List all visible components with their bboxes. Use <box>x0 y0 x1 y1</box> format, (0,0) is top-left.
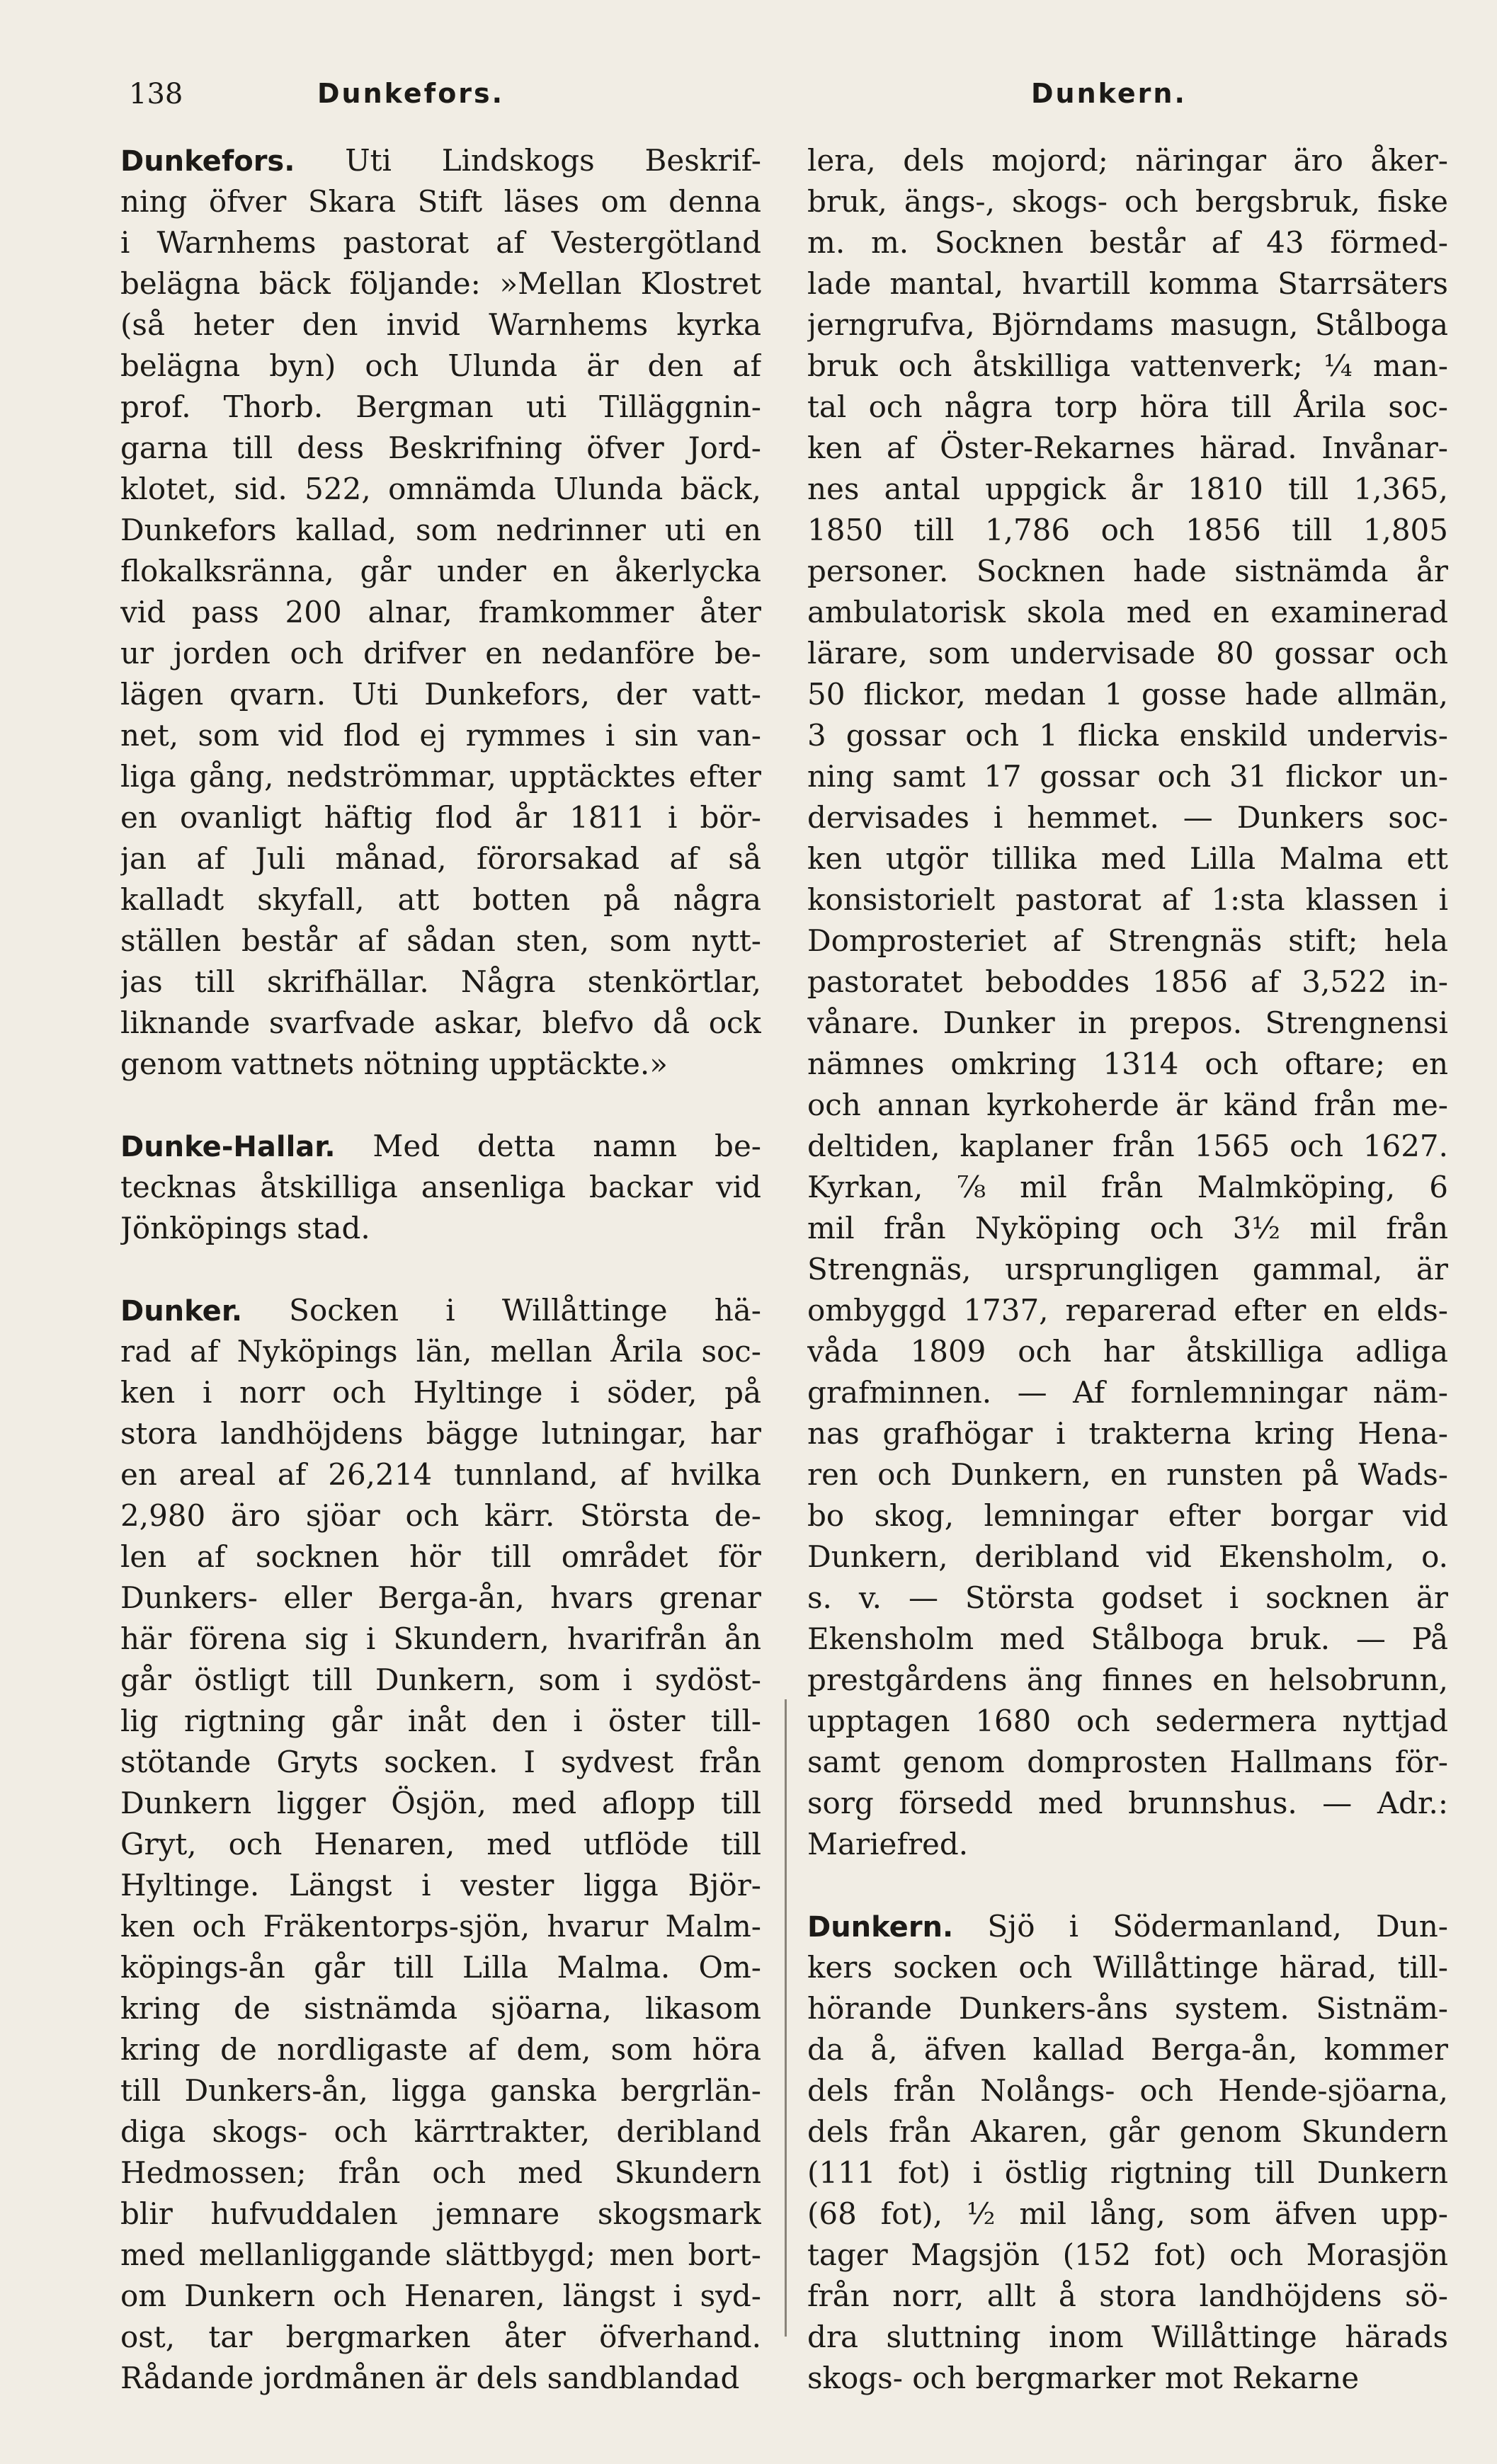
line-text: nämnes omkring 1314 och oftare; en <box>807 1046 1448 1081</box>
entry-text-line <box>807 469 1448 510</box>
line-text: Jönköpings stad. <box>120 1211 370 1245</box>
line-text: om Dunkern och Henaren, längst i syd- <box>120 2278 761 2313</box>
entry-text-line <box>807 1742 1448 1783</box>
entry-text-line <box>120 1454 761 1495</box>
entry-text-line <box>120 920 761 962</box>
line-text: dels från Nolångs- och Hende-sjöarna, <box>807 2073 1448 2108</box>
entry-headword: Dunke-Hallar. <box>120 1131 336 1163</box>
entry-text-line <box>120 1413 761 1454</box>
line-text: hörande Dunkers-åns system. Sistnäm- <box>807 1991 1448 2026</box>
entry-text-line <box>120 674 761 715</box>
column-divider <box>785 1699 787 2337</box>
line-text: sorg försedd med brunnshus. — Adr.: <box>807 1786 1448 1820</box>
line-text: dra sluttning inom Willåttinge härads <box>807 2320 1448 2354</box>
line-text: jan af Juli månad, förorsakad af så <box>120 841 761 876</box>
entry-text-line <box>120 1003 761 1044</box>
entry-headword: Dunker. <box>120 1295 243 1328</box>
entry-text-line <box>120 838 761 879</box>
line-text: går östligt till Dunkern, som i sydöst- <box>120 1662 761 1697</box>
line-text: från norr, allt å stora landhöjdens sö- <box>807 2278 1448 2313</box>
line-text: prestgårdens äng finnes en helsobrunn, <box>807 1662 1448 1697</box>
line-text: 3 gossar och 1 flicka enskild undervis- <box>807 718 1448 753</box>
entry-text-line <box>807 2070 1448 2111</box>
dictionary-entry <box>807 1906 1448 2399</box>
line-text: stötande Gryts socken. I sydvest från <box>120 1745 761 1779</box>
line-text: skogs- och bergmarker mot Rekarne <box>807 2361 1360 2395</box>
entry-text-line <box>807 920 1448 962</box>
entry-text-line <box>807 2235 1448 2276</box>
line-text: tager Magsjön (152 fot) och Morasjön <box>807 2237 1448 2272</box>
line-text: personer. Socknen hade sistnämda år <box>807 554 1448 588</box>
entry-text-line <box>807 428 1448 469</box>
entry-text-line <box>120 140 761 181</box>
line-text: da å, äfven kallad Berga-ån, kommer <box>807 2032 1448 2067</box>
entry-text-line <box>807 1208 1448 1249</box>
entry-text-line <box>120 2358 761 2399</box>
entry-text-line <box>120 2152 761 2194</box>
line-text: s. v. — Största godset i socknen är <box>807 1580 1448 1615</box>
entry-spacer <box>807 1865 1448 1906</box>
entry-text-line <box>807 181 1448 222</box>
line-text: Gryt, och Henaren, med utflöde till <box>120 1827 761 1861</box>
line-text: belägna bäck följande: »Mellan Klostret <box>120 266 761 301</box>
line-text: i Warnhems pastorat af Vestergötland <box>120 225 761 260</box>
entry-text-line <box>120 1290 761 1331</box>
entry-text-line <box>807 962 1448 1003</box>
line-text: kers socken och Willåttinge härad, till- <box>807 1950 1448 1985</box>
entry-headword: Dunkern. <box>807 1911 954 1944</box>
entry-text-line <box>807 1988 1448 2029</box>
line-text: nas grafhögar i trakterna kring Hena- <box>807 1416 1448 1451</box>
line-text: och annan kyrkoherde är känd från me- <box>807 1088 1448 1122</box>
entry-text-line <box>807 1003 1448 1044</box>
entry-text-line <box>807 304 1448 346</box>
entry-text-line <box>120 1372 761 1413</box>
entry-text-line <box>807 1783 1448 1824</box>
line-text: m. m. Socknen består af 43 förmed- <box>807 225 1448 260</box>
entry-text-line <box>120 1947 761 1988</box>
line-text: nes antal uppgick år 1810 till 1,365, <box>807 472 1448 506</box>
entry-text-line <box>120 2029 761 2070</box>
line-text: prof. Thorb. Bergman uti Tilläggnin- <box>120 389 761 424</box>
entry-text-line <box>120 387 761 428</box>
line-text: Sjö i Södermanland, Dun- <box>953 1909 1448 1944</box>
entry-text-line <box>120 1742 761 1783</box>
entry-text-line <box>807 2029 1448 2070</box>
line-text: jas till skrifhällar. Några stenkörtlar, <box>120 964 761 999</box>
entry-text-line <box>807 879 1448 920</box>
line-text: Dunkers- eller Berga-ån, hvars grenar <box>120 1580 761 1615</box>
entry-text-line <box>807 222 1448 263</box>
entry-text-line <box>120 304 761 346</box>
entry-text-line <box>120 2276 761 2317</box>
entry-text-line <box>807 1660 1448 1701</box>
line-text: ken utgör tillika med Lilla Malma ett <box>807 841 1448 876</box>
line-text: ur jorden och drifver en nedanföre be- <box>120 636 761 671</box>
entry-text-line <box>807 1249 1448 1290</box>
entry-text-line <box>807 2358 1448 2399</box>
line-text: ning öfver Skara Stift läses om denna <box>120 184 761 219</box>
line-text: konsistorielt pastorat af 1:sta klassen i <box>807 882 1448 917</box>
entry-text-line <box>807 2111 1448 2152</box>
entry-text-line <box>120 756 761 797</box>
line-text: stora landhöjdens bägge lutningar, har <box>120 1416 761 1451</box>
line-text: liga gång, nedströmmar, upptäcktes efter <box>120 759 761 794</box>
line-text: liknande svarfvade askar, blefvo då ock <box>120 1005 761 1040</box>
line-text: Mariefred. <box>807 1827 969 1861</box>
dictionary-entry <box>120 1290 761 2399</box>
entry-text-line <box>120 263 761 304</box>
entry-text-line <box>120 2111 761 2152</box>
line-text: 1850 till 1,786 och 1856 till 1,805 <box>807 513 1448 547</box>
entry-text-line <box>120 1331 761 1372</box>
entry-text-line <box>120 1824 761 1865</box>
line-text: (111 fot) i östlig rigtning till Dunkern <box>807 2155 1448 2190</box>
line-text: lade mantal, hvartill komma Starrsäters <box>807 266 1448 301</box>
line-text: med mellanliggande slättbygd; men bort- <box>120 2237 761 2272</box>
entry-text-line <box>120 551 761 592</box>
entry-text-line <box>120 1495 761 1536</box>
line-text: bruk, ängs-, skogs- och bergsbruk, fiske <box>807 184 1448 219</box>
line-text: upptagen 1680 och sedermera nyttjad <box>807 1704 1448 1738</box>
line-text: köpings-ån går till Lilla Malma. Om- <box>120 1950 761 1985</box>
line-text: Kyrkan, ⅞ mil från Malmköping, 6 <box>807 1170 1448 1204</box>
entry-text-line <box>807 1454 1448 1495</box>
line-text: dervisades i hemmet. — Dunkers soc- <box>807 800 1448 835</box>
line-text: tecknas åtskilliga ansenliga backar vid <box>120 1170 761 1204</box>
line-text: ombyggd 1737, reparerad efter en elds- <box>807 1293 1448 1328</box>
entry-text-line <box>807 387 1448 428</box>
line-text: garna till dess Beskrifning öfver Jord- <box>120 430 761 465</box>
line-text: ning samt 17 gossar och 31 flickor un- <box>807 759 1448 794</box>
line-text: ren och Dunkern, en runsten på Wads- <box>807 1457 1448 1492</box>
entry-text-line <box>807 510 1448 551</box>
entry-text-line <box>807 346 1448 387</box>
entry-text-line <box>807 838 1448 879</box>
entry-text-line <box>807 2194 1448 2235</box>
entry-text-line <box>120 181 761 222</box>
left-column <box>120 140 761 2399</box>
line-text: deltiden, kaplaner från 1565 och 1627. <box>807 1129 1448 1163</box>
entry-text-line <box>807 2317 1448 2358</box>
line-text: 2,980 äro sjöar och kärr. Största de- <box>120 1498 761 1533</box>
entry-text-line <box>120 1660 761 1701</box>
entry-text-line <box>807 1290 1448 1331</box>
line-text: lägen qvarn. Uti Dunkefors, der vatt- <box>120 677 761 712</box>
running-head-right: Dunkern. <box>1031 78 1187 109</box>
entry-headword: Dunkefors. <box>120 145 295 178</box>
entry-text-line <box>807 1906 1448 1947</box>
line-text: Hyltinge. Längst i vester ligga Björ- <box>120 1868 761 1903</box>
entry-text-line <box>807 1701 1448 1742</box>
line-text: ken af Öster-Rekarnes härad. Invånar- <box>807 430 1448 465</box>
entry-text-line <box>807 715 1448 756</box>
entry-text-line <box>807 140 1448 181</box>
entry-text-line <box>120 1578 761 1619</box>
entry-text-line <box>120 510 761 551</box>
line-text: här förena sig i Skundern, hvarifrån ån <box>120 1621 761 1656</box>
line-text: våda 1809 och har åtskilliga adliga <box>807 1334 1448 1369</box>
entry-text-line <box>807 551 1448 592</box>
entry-text-line <box>120 222 761 263</box>
line-text: (68 fot), ½ mil lång, som äfven upp- <box>807 2196 1448 2231</box>
entry-text-line <box>807 1578 1448 1619</box>
entry-text-line <box>120 1126 761 1167</box>
line-text: Rådande jordmånen är dels sandblandad <box>120 2361 740 2395</box>
entry-text-line <box>807 2276 1448 2317</box>
line-text: genom vattnets nötning upptäckte.» <box>120 1046 668 1081</box>
entry-text-line <box>807 797 1448 838</box>
entry-text-line <box>120 346 761 387</box>
entry-spacer <box>120 1085 761 1126</box>
entry-text-line <box>807 1536 1448 1578</box>
entry-text-line <box>807 1126 1448 1167</box>
line-text: Domprosteriet af Strengnäs stift; hela <box>807 923 1448 958</box>
line-text: Strengnäs, ursprungligen gammal, är <box>807 1252 1448 1287</box>
line-text: kring de nordligaste af dem, som höra <box>120 2032 761 2067</box>
entry-text-line <box>120 1044 761 1085</box>
line-text: ambulatorisk skola med en examinerad <box>807 595 1448 629</box>
entry-text-line <box>120 1701 761 1742</box>
line-text: kalladt skyfall, att botten på några <box>120 882 761 917</box>
entry-text-line <box>807 263 1448 304</box>
line-text: ställen består af sådan sten, som nytt- <box>120 923 761 958</box>
line-text: Dunkern ligger Ösjön, med aflopp till <box>120 1786 761 1820</box>
entry-text-line <box>807 1085 1448 1126</box>
entry-text-line <box>807 1413 1448 1454</box>
line-text: vid pass 200 alnar, framkommer åter <box>120 595 761 629</box>
line-text: grafminnen. — Af fornlemningar näm- <box>807 1375 1448 1410</box>
line-text: bruk och åtskilliga vattenverk; ¼ man- <box>807 348 1448 383</box>
line-text: klotet, sid. 522, omnämda Ulunda bäck, <box>120 472 761 506</box>
line-text: Med detta namn be- <box>335 1129 761 1163</box>
entry-text-line <box>807 674 1448 715</box>
line-text: mil från Nyköping och 3½ mil från <box>807 1211 1448 1245</box>
page-number: 138 <box>129 78 183 110</box>
dictionary-entry <box>120 1126 761 1249</box>
line-text: lärare, som undervisade 80 gossar och <box>807 636 1448 671</box>
line-text: 50 flickor, medan 1 gosse hade allmän, <box>807 677 1448 712</box>
line-text: en ovanligt häftig flod år 1811 i bör- <box>120 800 761 835</box>
entry-text-line <box>120 1783 761 1824</box>
entry-text-line <box>120 592 761 633</box>
line-text: (så heter den invid Warnhems kyrka <box>120 307 761 342</box>
entry-text-line <box>807 1331 1448 1372</box>
entry-text-line <box>807 1619 1448 1660</box>
entry-text-line <box>120 797 761 838</box>
entry-text-line <box>120 1906 761 1947</box>
entry-spacer <box>120 1249 761 1290</box>
line-text: Hedmossen; från och med Skundern <box>120 2155 761 2190</box>
entry-text-line <box>807 633 1448 674</box>
entry-text-line <box>120 633 761 674</box>
line-text: kring de sistnämda sjöarna, likasom <box>120 1991 761 2026</box>
line-text: Dunkern, deribland vid Ekensholm, o. <box>807 1539 1448 1574</box>
line-text: bo skog, lemningar efter borgar vid <box>807 1498 1448 1533</box>
line-text: ost, tar bergmarken åter öfverhand. <box>120 2320 761 2354</box>
line-text: belägna byn) och Ulunda är den af <box>120 348 761 383</box>
entry-text-line <box>807 1044 1448 1085</box>
dictionary-entry <box>120 140 761 1085</box>
entry-text-line <box>807 592 1448 633</box>
entry-text-line <box>120 2235 761 2276</box>
entry-text-line <box>807 1824 1448 1865</box>
line-text: vånare. Dunker in prepos. Strengnensi <box>807 1005 1448 1040</box>
line-text: ken och Fräkentorps-sjön, hvarur Malm- <box>120 1909 761 1944</box>
right-column <box>807 140 1448 2399</box>
line-text: jerngrufva, Björndams masugn, Stålboga <box>807 307 1448 342</box>
line-text: flokalksränna, går under en åkerlycka <box>120 554 761 588</box>
line-text: till Dunkers-ån, ligga ganska bergrlän- <box>120 2073 761 2108</box>
entry-text-line <box>120 1536 761 1578</box>
line-text: pastoratet beboddes 1856 af 3,522 in- <box>807 964 1448 999</box>
entry-text-line <box>120 469 761 510</box>
line-text: net, som vid flod ej rymmes i sin van- <box>120 718 761 753</box>
line-text: rad af Nyköpings län, mellan Årila soc- <box>120 1334 761 1369</box>
entry-text-line <box>120 2070 761 2111</box>
page-header <box>0 78 1497 135</box>
entry-text-line <box>120 879 761 920</box>
entry-text-line <box>807 1947 1448 1988</box>
line-text: en areal af 26,214 tunnland, af hvilka <box>120 1457 761 1492</box>
entry-text-line <box>807 2152 1448 2194</box>
entry-text-line <box>807 756 1448 797</box>
entry-continuation <box>807 140 1448 1865</box>
line-text: Ekensholm med Stålboga bruk. — På <box>807 1621 1448 1656</box>
entry-text-line <box>120 1208 761 1249</box>
entry-text-line <box>807 1167 1448 1208</box>
line-text: samt genom domprosten Hallmans för- <box>807 1745 1448 1779</box>
line-text: dels från Akaren, går genom Skundern <box>807 2114 1448 2149</box>
line-text: diga skogs- och kärrtrakter, deribland <box>120 2114 761 2149</box>
line-text: tal och några torp höra till Årila soc- <box>807 389 1448 424</box>
line-text: Dunkefors kallad, som nedrinner uti en <box>120 513 761 547</box>
line-text: blir hufvuddalen jemnare skogsmark <box>120 2196 761 2231</box>
line-text: ken i norr och Hyltinge i söder, på <box>120 1375 761 1410</box>
entry-text-line <box>120 962 761 1003</box>
line-text: Uti Lindskogs Beskrif- <box>295 143 761 178</box>
entry-text-line <box>120 2194 761 2235</box>
line-text: lera, dels mojord; näringar äro åker- <box>807 143 1448 178</box>
entry-text-line <box>120 428 761 469</box>
line-text: Socken i Willåttinge hä- <box>242 1293 761 1328</box>
line-text: len af socknen hör till området för <box>120 1539 761 1574</box>
entry-text-line <box>120 1619 761 1660</box>
entry-text-line <box>120 1865 761 1906</box>
entry-text-line <box>807 1372 1448 1413</box>
entry-text-line <box>807 1495 1448 1536</box>
line-text: lig rigtning går inåt den i öster till- <box>120 1704 761 1738</box>
running-head-left: Dunkefors. <box>317 78 505 109</box>
entry-text-line <box>120 1988 761 2029</box>
entry-text-line <box>120 715 761 756</box>
entry-text-line <box>120 1167 761 1208</box>
entry-text-line <box>120 2317 761 2358</box>
